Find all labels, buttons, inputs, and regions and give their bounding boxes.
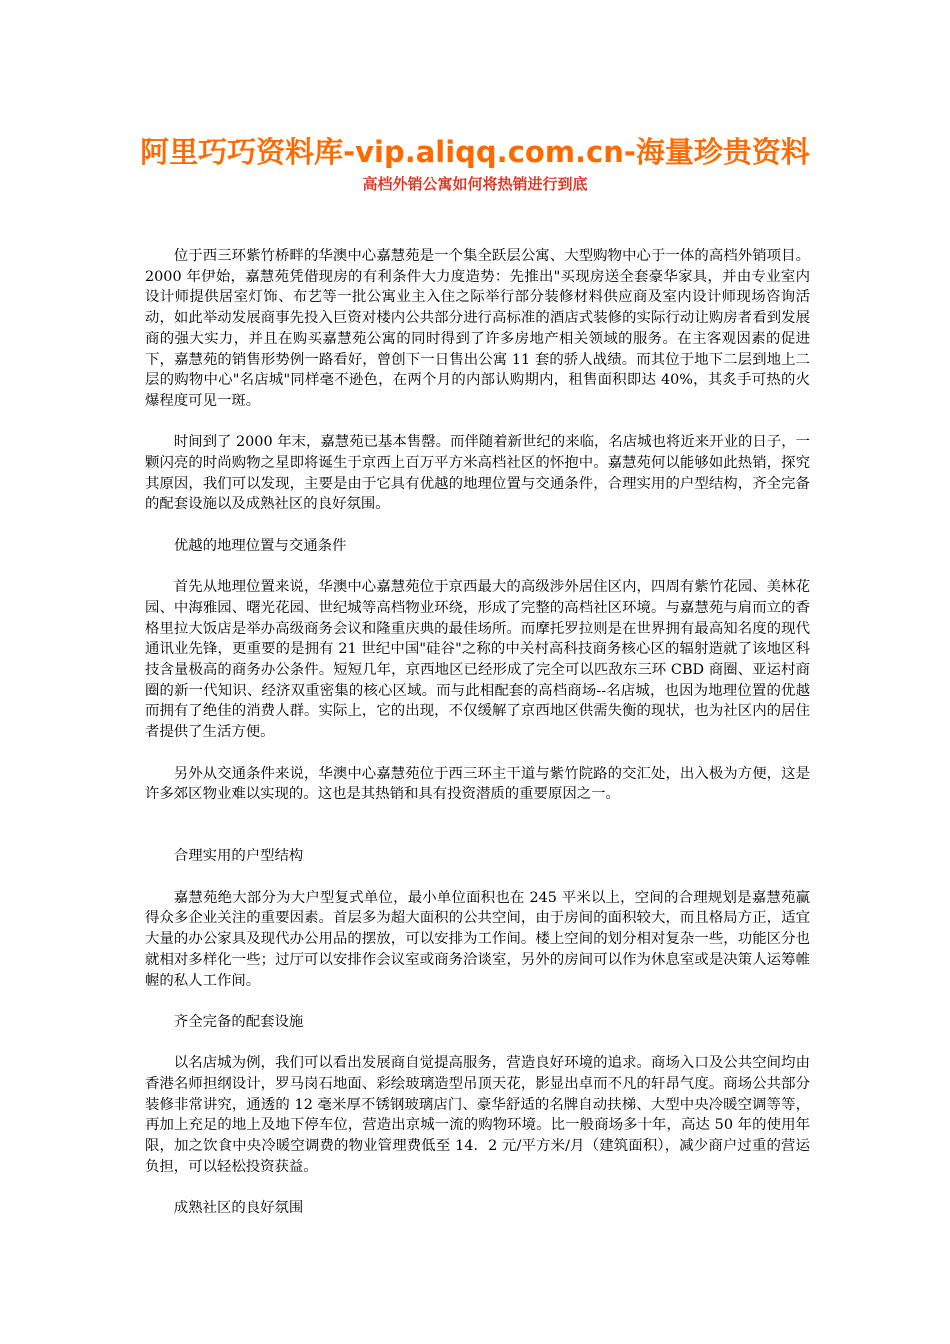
article-body <box>145 246 810 1219</box>
paragraph: 首先从地理位置来说，华澳中心嘉慧苑位于京西最大的高级涉外居住区内，四周有紫竹花园、美林花园、中海雅园、曙光花园、世纪城等高档物业环绕，形成了完整的高档社区环境。与嘉慧苑与肩而立的香格里拉大饭店是举办高级商务会议和隆重庆典的最佳场所。而摩托罗拉则是在世界拥有最高知名度的现代通讯业先锋，更重要的是拥有 21 世纪中国"硅谷"之称的中关村高科技商务核心区的辐射造就了该地区科技含量极高的商务办公条件。短短几年，京西地区已经形成了完全可以匹敌东三环 CBD 商圈、亚运村商圈的新一代知识、经济双重密集的核心区域。而与此相配套的高档商场--名店城，也因为地理位置的优越而拥有了绝佳的消费人群。实际上，它的出现，不仅缓解了京西地区供需失衡的现状，也为社区内的居住者提供了生活方便。 <box>145 579 810 741</box>
section-heading: 优越的地理位置与交通条件 <box>173 537 347 554</box>
article-title: 高档外销公寓如何将热销进行到底 <box>362 175 588 193</box>
paragraph: 嘉慧苑绝大部分为大户型复式单位，最小单位面积也在 245 平米以上，空间的合理规划是嘉慧苑赢得众多企业关注的重要因素。首层多为超大面积的公共空间，由于房间的面积较大，而且格局方正，适宜大量的办公家具及现代办公用品的摆放，可以安排为工作间。楼上空间的划分相对复杂一些，功能区分也就相对多样化一些；过厅可以安排作会议室或商务洽谈室，另外的房间可以作为休息室或是决策人运筹帷幄的私人工作间。 <box>145 889 810 989</box>
section-heading: 成熟社区的良好氛围 <box>173 1200 304 1217</box>
paragraph: 位于西三环紫竹桥畔的华澳中心嘉慧苑是一个集全跃层公寓、大型购物中心于一体的高档外销项目。2000 年伊始，嘉慧苑凭借现房的有利条件大力度造势：先推出"买现房送全套豪华家具，并由专业室内设计师提供居室灯饰、布艺等一批公寓业主入住之际举行部分装修材料供应商及室内设计师现场咨询活动，如此举动发展商事先投入巨资对楼内公共部分进行高标准的酒店式装修的实际行动让购房者看到发展商的强大实力，并且在购买嘉慧苑公寓的同时得到了许多房地产相关领域的服务。在主客观因素的促进下，嘉慧苑的销售形势例一路看好，曾创下一日售出公寓 11 套的骄人战绩。而其位于地下二层到地上二层的购物中心"名店城"同样毫不逊色，在两个月的内部认购期内，租售面积即达 40%，其炙手可热的火爆程度可见一斑。 <box>145 248 810 409</box>
paragraph: 另外从交通条件来说，华澳中心嘉慧苑位于西三环主干道与紫竹院路的交汇处，出入极为方便，这是许多郊区物业难以实现的。这也是其热销和具有投资潜质的重要原因之一。 <box>145 765 810 803</box>
section-heading: 合理实用的户型结构 <box>173 848 304 865</box>
section-heading: 齐全完备的配套设施 <box>173 1013 304 1030</box>
paragraph: 以名店城为例，我们可以看出发展商自觉提高服务，营造良好环境的追求。商场入口及公共空间均由香港名师担纲设计，罗马岗石地面、彩绘玻璃造型吊顶天花，影显出卓而不凡的轩昂气度。商场公共部分装修非常讲究，通透的 12 毫米厚不锈钢玻璃店门、豪华舒适的名牌自动扶梯、大型中央冷暖空调等等，再加上充足的地上及地下停车位，营造出京城一流的购物环境。比一般商场多十年，高达 50 年的使用年限，加之饮食中央冷暖空调费的物业管理费低至 14．2 元/平方米/月（建筑面积），减少商户过重的营运负担，可以轻松投资获益。 <box>145 1055 810 1175</box>
site-banner: 阿里巧巧资料库-vip.aliqq.com.cn-海量珍贵资料 <box>140 135 810 169</box>
paragraph: 时间到了 2000 年末，嘉慧苑已基本售罄。而伴随着新世纪的来临，名店城也将近来开业的日子，一颗闪亮的时尚购物之星即将诞生于京西上百万平方米高档社区的怀抱中。嘉慧苑何以能够如此热销，探究其原因，我们可以发现，主要是由于它具有优越的地理位置与交通条件，合理实用的户型结构，齐全完备的配套设施以及成熟社区的良好氛围。 <box>145 434 810 513</box>
